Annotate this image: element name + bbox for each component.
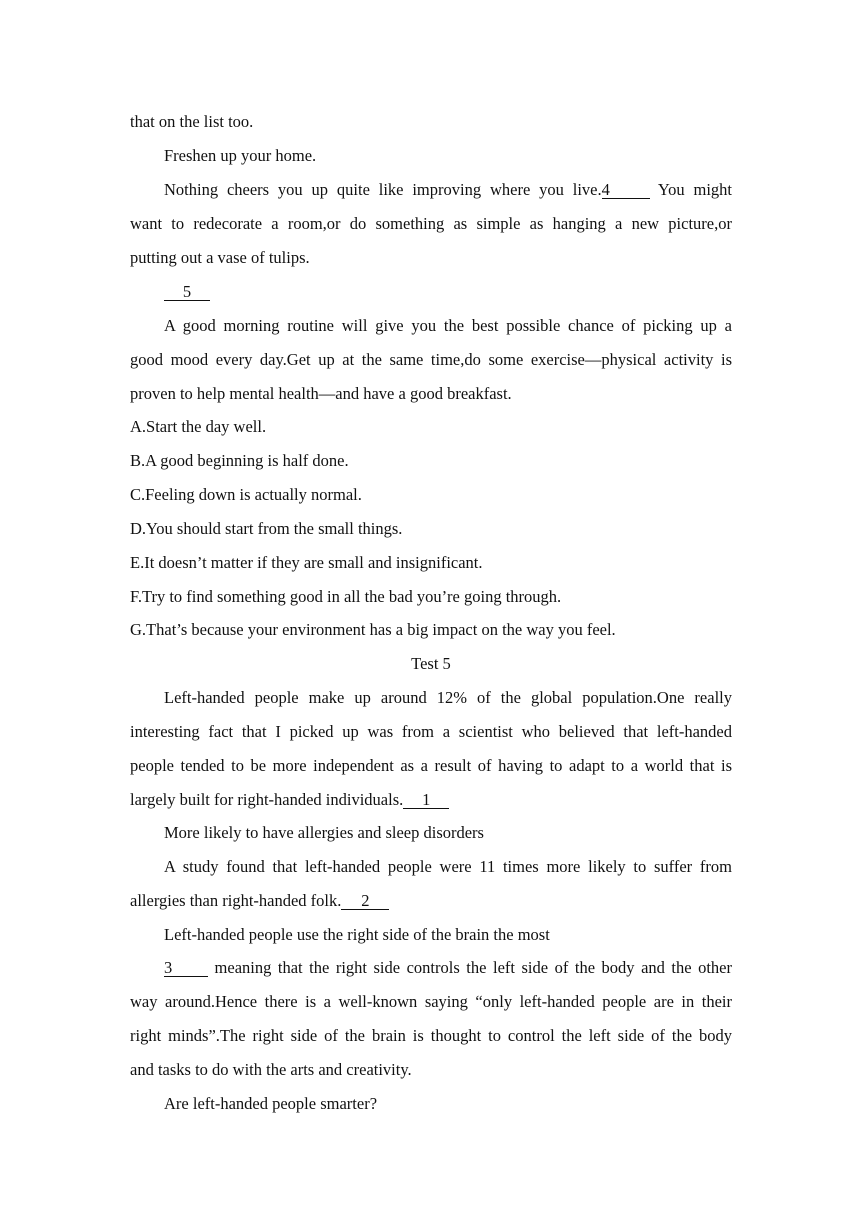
paragraph-line: way around.Hence there is a well-known saying “only left-handed people are in their bbox=[130, 992, 732, 1011]
answer-blank-4: 4 bbox=[602, 181, 650, 199]
paragraph-text: largely built for right-handed individuals. bbox=[130, 790, 404, 809]
answer-blank-1: 1 bbox=[403, 791, 449, 809]
option-c: C.Feeling down is actually normal. bbox=[130, 485, 362, 504]
paragraph-text: You might bbox=[657, 180, 732, 199]
paragraph-line: people tended to be more independent as a result of having to adapt to a world that is bbox=[130, 756, 732, 775]
paragraph-text: meaning that the right side controls the left side of the body and the other bbox=[214, 958, 733, 977]
paragraph-line: that on the list too. bbox=[130, 112, 254, 131]
option-e: E.It doesn’t matter if they are small and insignificant. bbox=[130, 553, 483, 572]
option-g: G.That’s because your environment has a big impact on the way you feel. bbox=[130, 620, 616, 639]
answer-blank-2: 2 bbox=[341, 892, 389, 910]
section-heading: Are left-handed people smarter? bbox=[164, 1094, 378, 1113]
answer-blank-line bbox=[164, 282, 732, 302]
paragraph-line: proven to help mental health—and have a good breakfast. bbox=[130, 384, 512, 403]
section-heading: Freshen up your home. bbox=[164, 146, 317, 165]
answer-blank-5: 5 bbox=[164, 283, 210, 301]
paragraph-line: A good morning routine will give you the best possible chance of picking up a bbox=[164, 316, 732, 335]
option-a: A.Start the day well. bbox=[130, 417, 267, 436]
paragraph-line: and tasks to do with the arts and creativity. bbox=[130, 1060, 412, 1079]
answer-blank-3: 3 bbox=[164, 959, 208, 977]
option-b: B.A good beginning is half done. bbox=[130, 451, 349, 470]
paragraph-line bbox=[130, 790, 732, 810]
option-d: D.You should start from the small things. bbox=[130, 519, 403, 538]
test-title: Test 5 bbox=[411, 654, 451, 673]
paragraph-line bbox=[130, 891, 732, 911]
paragraph-line: good mood every day.Get up at the same time,do some exercise—physical activity is bbox=[130, 350, 732, 369]
paragraph-line: interesting fact that I picked up was from a scientist who believed that left-handed bbox=[130, 722, 732, 741]
paragraph-line bbox=[164, 958, 732, 978]
paragraph-line: Left-handed people make up around 12% of the global population.One really bbox=[164, 688, 732, 707]
section-heading: More likely to have allergies and sleep disorders bbox=[164, 823, 484, 842]
section-heading: Left-handed people use the right side of the brain the most bbox=[164, 925, 550, 944]
option-f: F.Try to find something good in all the bad you’re going through. bbox=[130, 587, 562, 606]
paragraph-line: putting out a vase of tulips. bbox=[130, 248, 310, 267]
paragraph-line bbox=[164, 180, 732, 200]
paragraph-line: right minds”.The right side of the brain is thought to control the left side of the body bbox=[130, 1026, 732, 1045]
paragraph-text: allergies than right-handed folk. bbox=[130, 891, 342, 910]
paragraph-line: A study found that left-handed people were 11 times more likely to suffer from bbox=[164, 857, 732, 876]
paragraph-line: want to redecorate a room,or do something as simple as hanging a new picture,or bbox=[130, 214, 732, 233]
paragraph-text: Nothing cheers you up quite like improving where you live. bbox=[164, 180, 602, 199]
